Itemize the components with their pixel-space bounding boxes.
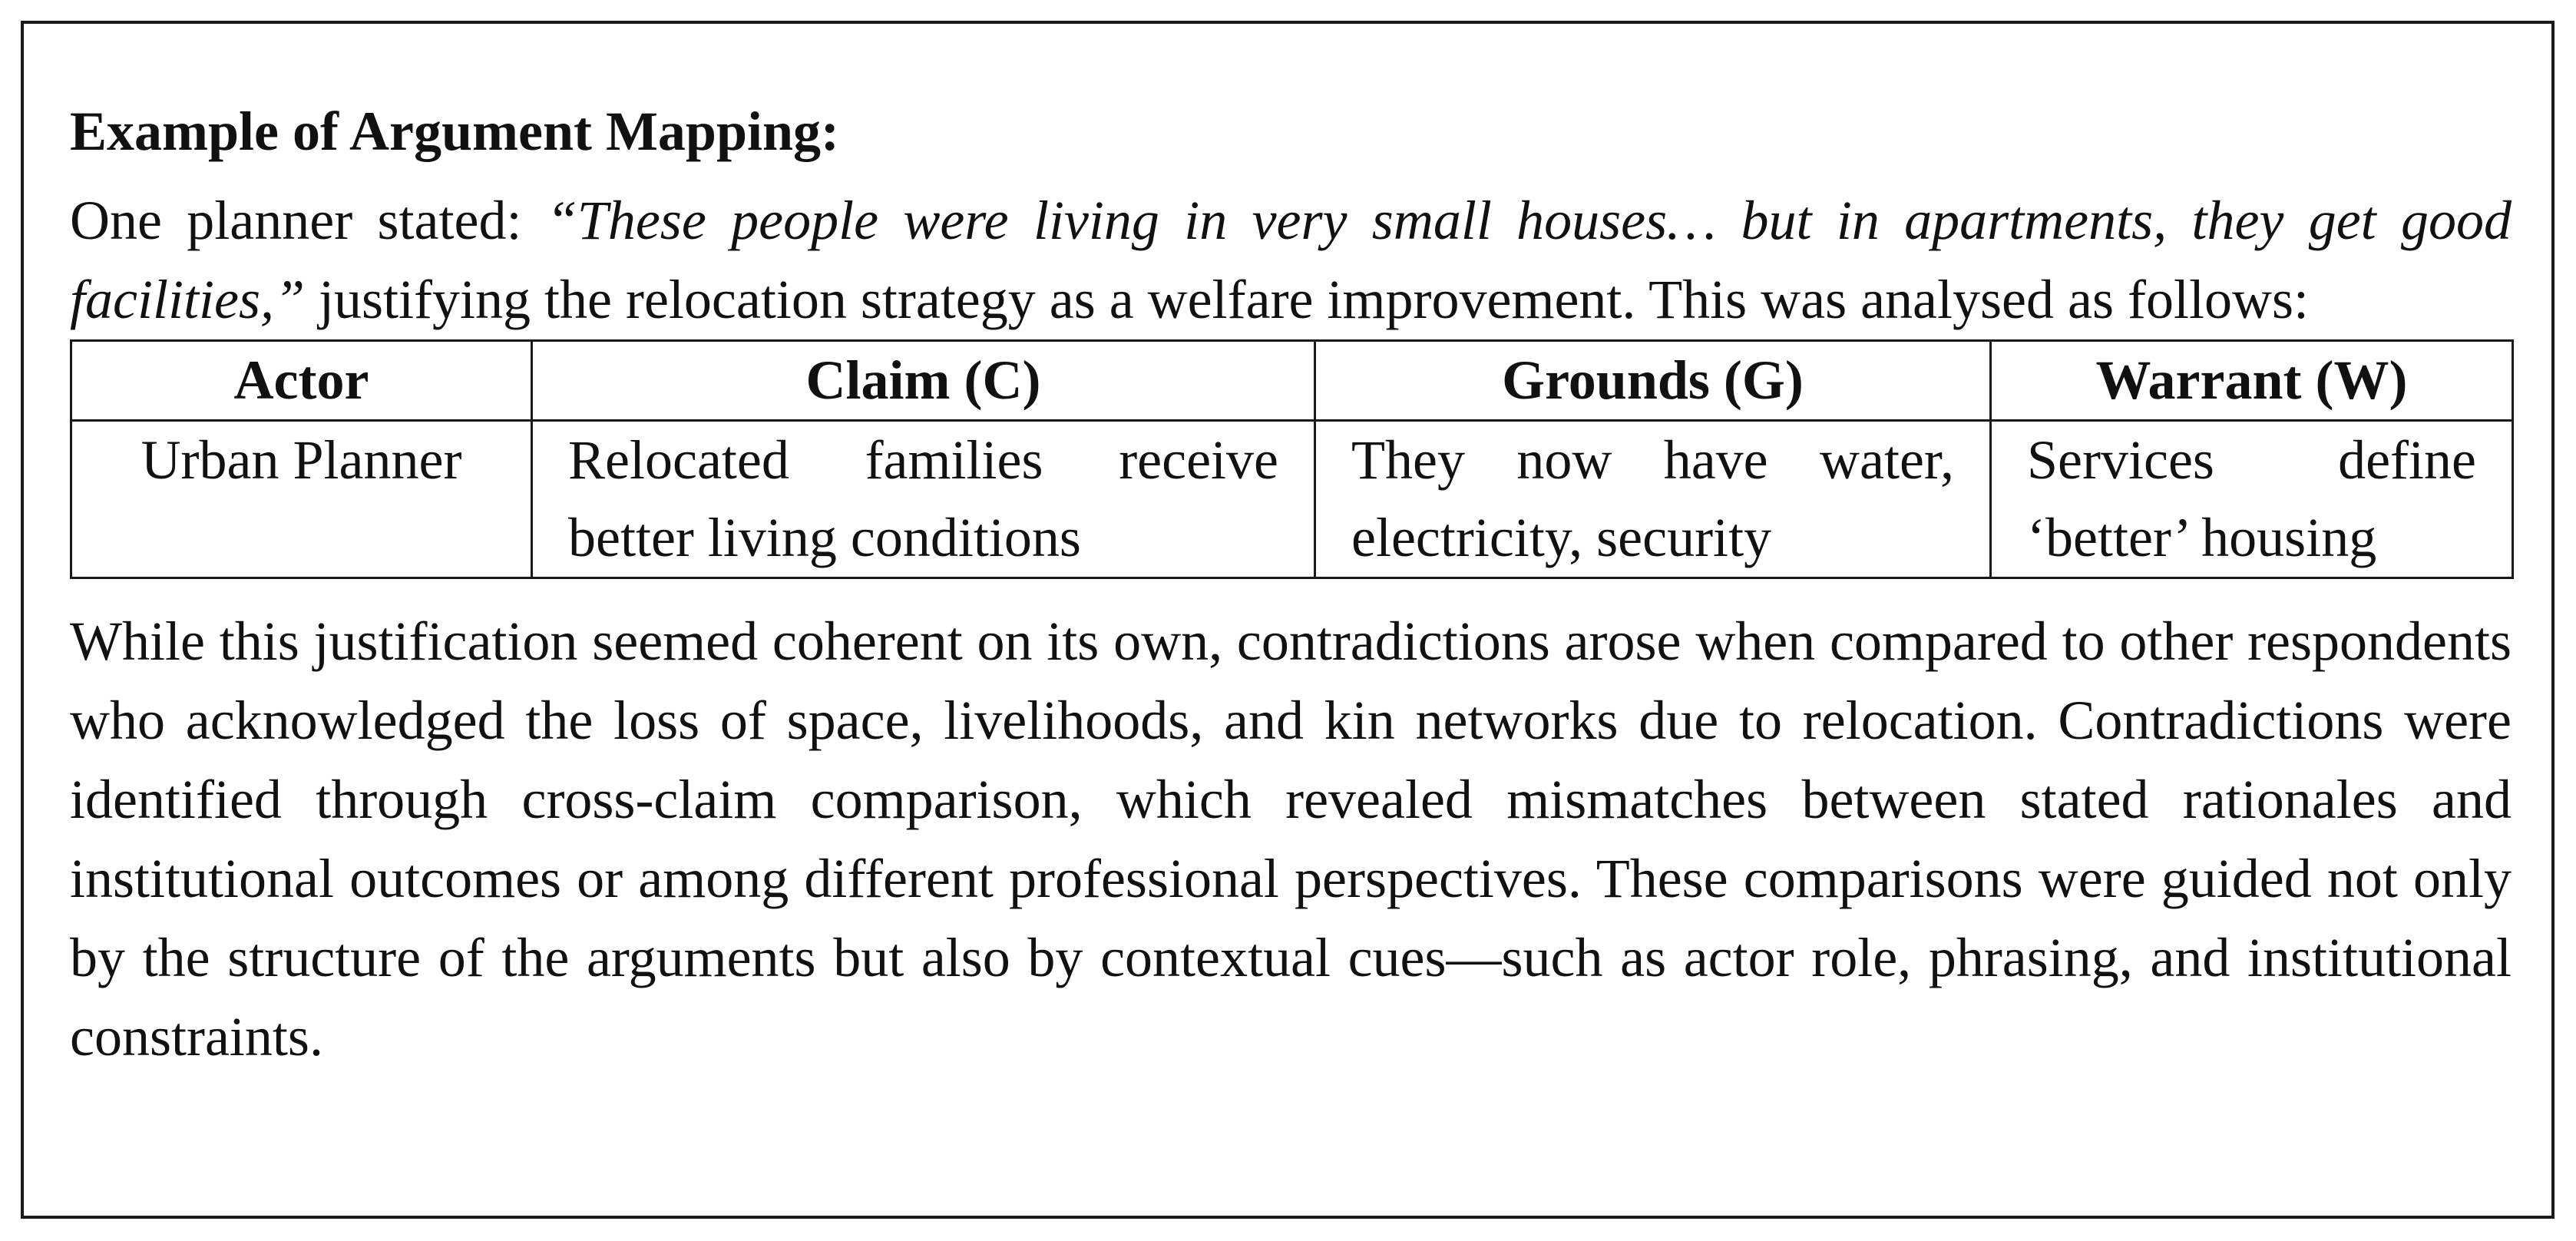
header-actor: Actor bbox=[71, 341, 532, 421]
text-box bbox=[21, 21, 2555, 1219]
table-header-row bbox=[71, 341, 2513, 421]
cell-warrant: Services define ‘better’ housing bbox=[1991, 421, 2513, 578]
table-row bbox=[71, 421, 2513, 578]
header-claim: Claim (C) bbox=[532, 341, 1315, 421]
intro-rest: justifying the relocation strategy as a welfare improvement. This was analysed as follows: bbox=[305, 269, 2309, 330]
header-warrant: Warrant (W) bbox=[1991, 341, 2513, 421]
header-grounds: Grounds (G) bbox=[1315, 341, 1991, 421]
box-heading: Example of Argument Mapping: bbox=[70, 101, 840, 162]
intro-paragraph bbox=[70, 181, 2512, 339]
cell-claim: Relocated families receive better living conditions bbox=[532, 421, 1315, 578]
cell-grounds: They now have water, electricity, security bbox=[1315, 421, 1991, 578]
cell-actor: Urban Planner bbox=[71, 421, 532, 578]
closing-paragraph: While this justification seemed coherent on its own, contradictions arose when compared to other respondents who acknowledged the loss of space, livelihoods, and kin networks due to relocation. Contradictions were identified through cross-claim comparison, which revealed mismatches between stated rationales and institutional outcomes or among different professional perspectives. These comparisons were guided not only by the structure of the arguments but also by contextual cues—such as actor role, phrasing, and institutional constraints. bbox=[70, 611, 2512, 1067]
box-content bbox=[70, 81, 2512, 1077]
planner-quote: “These people were living in very small houses… but in apartments, they get good facilities,” bbox=[70, 190, 2512, 330]
argument-map-table bbox=[70, 339, 2514, 579]
intro-lead: One planner stated: bbox=[70, 190, 547, 251]
